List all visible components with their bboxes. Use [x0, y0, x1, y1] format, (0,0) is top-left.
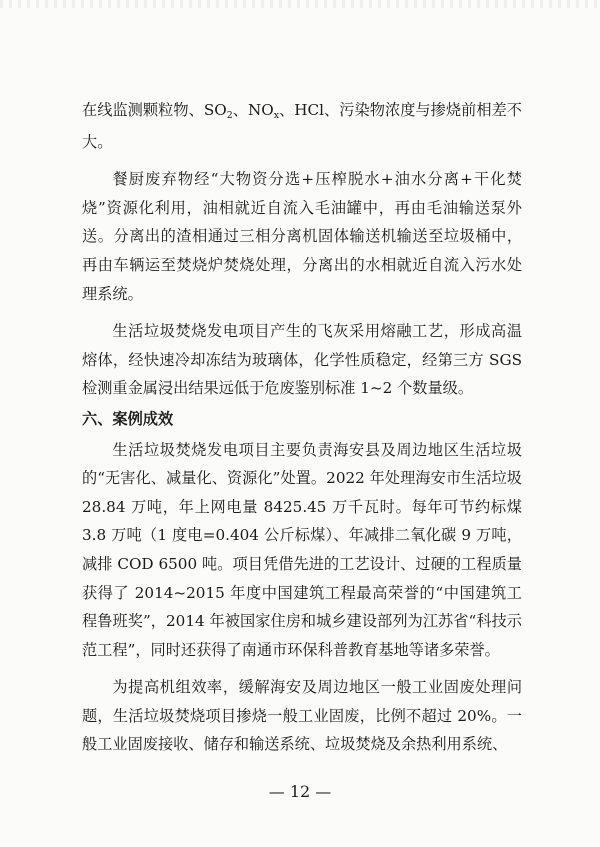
paragraph-kitchen-waste: 餐厨废弃物经“大物资分选+压榨脱水+油水分离+干化焚烧”资源化利用，油相就近自流入毛油罐中，再由毛油输送泵外送。分离出的渣相通过三相分离机固体输送机输送至垃圾桶中，再由车辆运至焚烧炉焚烧处理，分离出的水相就近自流入污水处理系统。 [82, 170, 522, 303]
p1-sub-1: 2 [226, 110, 233, 122]
p1-text-3: 、HCl、污染物浓度与掺烧前相差不大。 [82, 101, 522, 151]
p1-text-2: 、NO [232, 101, 274, 119]
p1-sub-2: x [273, 110, 280, 122]
scan-top-edge [0, 0, 600, 8]
paragraph-monitoring [82, 96, 522, 156]
section-heading: 六、案例成效 [82, 409, 174, 428]
paragraph-efficiency: 为提高机组效率，缓解海安及周边地区一般工业固废处理问题，生活垃圾焚烧项目掺烧一般工业固废，比例不超过 20%。一般工业固废接收、储存和输送系统、垃圾焚烧及余热利用系统、 [82, 678, 522, 754]
paragraph-results: 生活垃圾焚烧发电项目主要负责海安县及周边地区生活垃圾的“无害化、减量化、资源化”处置。2022 年处理海安市生活垃圾 28.84 万吨，年上网电量 8425.45 万千瓦时。每年可节约标煤 3.8 万吨（1 度电=0.404 公斤标煤）、年减排二氧化碳 9 万吨，减排 COD 6500 吨。项目凭借先进的工艺设计、过硬的工程质量获得了 2014~2015 年度中国建筑工程最高荣誉的“中国建筑工程鲁班奖”，2014 年被国家住房和城乡建设部列为江苏省“科技示范工程”，同时还获得了南通市环保科普教育基地等诸多荣誉。 [82, 440, 522, 659]
p1-text-1: 在线监测颗粒物、SO [82, 101, 227, 119]
paragraph-fly-ash: 生活垃圾焚烧发电项目产生的飞灰采用熔融工艺，形成高温熔体，经快速冷却冻结为玻璃体，化学性质稳定，经第三方 SGS 检测重金属浸出结果远低于危废鉴别标准 1~2 个数量级。 [82, 322, 522, 398]
body-text [82, 96, 522, 759]
page-number: — 12 — [268, 782, 332, 801]
